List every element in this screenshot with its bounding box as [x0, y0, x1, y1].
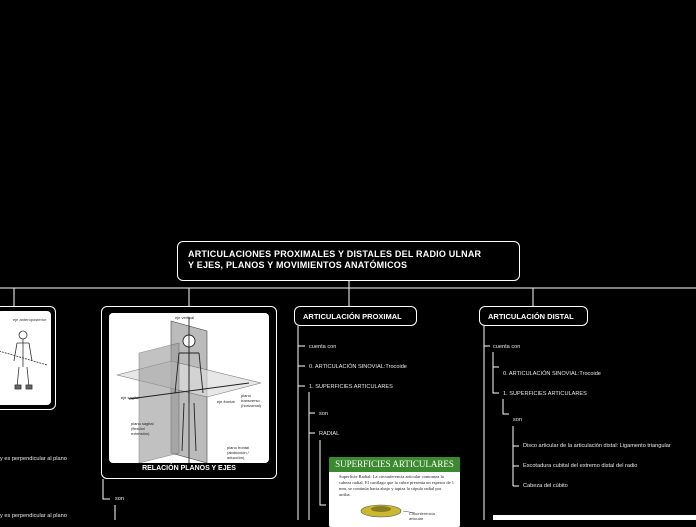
- relacion-title: RELACIÓN PLANOS Y EJES: [142, 465, 236, 472]
- label-plano-transverso: plano transverso (horizontal): [241, 393, 262, 408]
- central-topic-line2: Y EJES, PLANOS Y MOVIMIENTOS ANATÓMICOS: [188, 260, 408, 270]
- card-body: Superficie Radial: La circunferencia articular contornea la cabeza radial. El cartílago que la cubre presenta un espesor de 1 mm, se continúa hacia abajo y tapiza la cúpula radial por arriba.: [339, 474, 454, 497]
- left-text-2: y es perpendicular al plano: [0, 513, 67, 519]
- distal-item-superficies: 1. SUPERFICIES ARTICULARES: [503, 391, 587, 397]
- label-plano-sagital: plano sagital (flexión/ extensión): [131, 421, 154, 436]
- planes-axes-image: [109, 313, 269, 463]
- left-text-1: y es perpendicular al plano: [0, 456, 67, 462]
- central-topic-line1: ARTICULACIONES PROXIMALES Y DISTALES DEL RADIO ULNAR: [188, 249, 482, 259]
- proximal-item-son: son: [319, 411, 329, 417]
- central-topic-node[interactable]: [177, 241, 520, 281]
- distal-item-disco: Disco articular de la articulación distal: Ligamento triangular: [523, 443, 671, 449]
- relacion-planos-ejes-node[interactable]: [101, 306, 277, 479]
- relacion-son: son: [115, 496, 125, 502]
- label-plano-frontal: plano frontal (abducción / aducción): [227, 445, 250, 460]
- articulacion-distal-node[interactable]: [479, 306, 588, 326]
- distal-item-cabeza: Cabeza del cúbito: [523, 483, 568, 489]
- label-eje-vertical: eje vertical: [175, 315, 195, 320]
- distal-image-card-partial: [493, 515, 696, 520]
- proximal-item-sinovial: 0. ARTICULACIÓN SINOVIAL:Trocoide: [309, 364, 407, 370]
- proximal-item-cuenta-con: cuenta con: [309, 344, 337, 350]
- articulacion-proximal-node[interactable]: [294, 306, 417, 326]
- distal-item-sinovial: 0. ARTICULACIÓN SINOVIAL:Trocoide: [503, 371, 601, 377]
- proximal-item-radial: RADIAL: [319, 431, 340, 437]
- image-label: eje anteroposterior: [13, 317, 47, 322]
- distal-item-son: son: [513, 417, 523, 423]
- superficies-articulares-card: [329, 457, 460, 527]
- articulacion-distal-title: ARTICULACIÓN DISTAL: [488, 312, 574, 321]
- label-eje-sagital: eje sagital: [121, 395, 140, 400]
- left-branch-node[interactable]: [0, 306, 56, 410]
- card-caption: Circunferencia articular: [409, 511, 435, 521]
- proximal-item-superficies: 1. SUPERFICIES ARTICULARES: [309, 384, 393, 390]
- anteroposterior-axis-image: [0, 311, 51, 405]
- articulacion-proximal-title: ARTICULACIÓN PROXIMAL: [303, 312, 402, 321]
- distal-item-escotadura: Escotadura cubital del extremo distal del radio: [523, 463, 638, 469]
- distal-item-cuenta-con: cuenta con: [493, 344, 521, 350]
- card-title: SUPERFICIES ARTICULARES: [329, 457, 460, 472]
- label-eje-frontal: eje frontal: [217, 399, 235, 404]
